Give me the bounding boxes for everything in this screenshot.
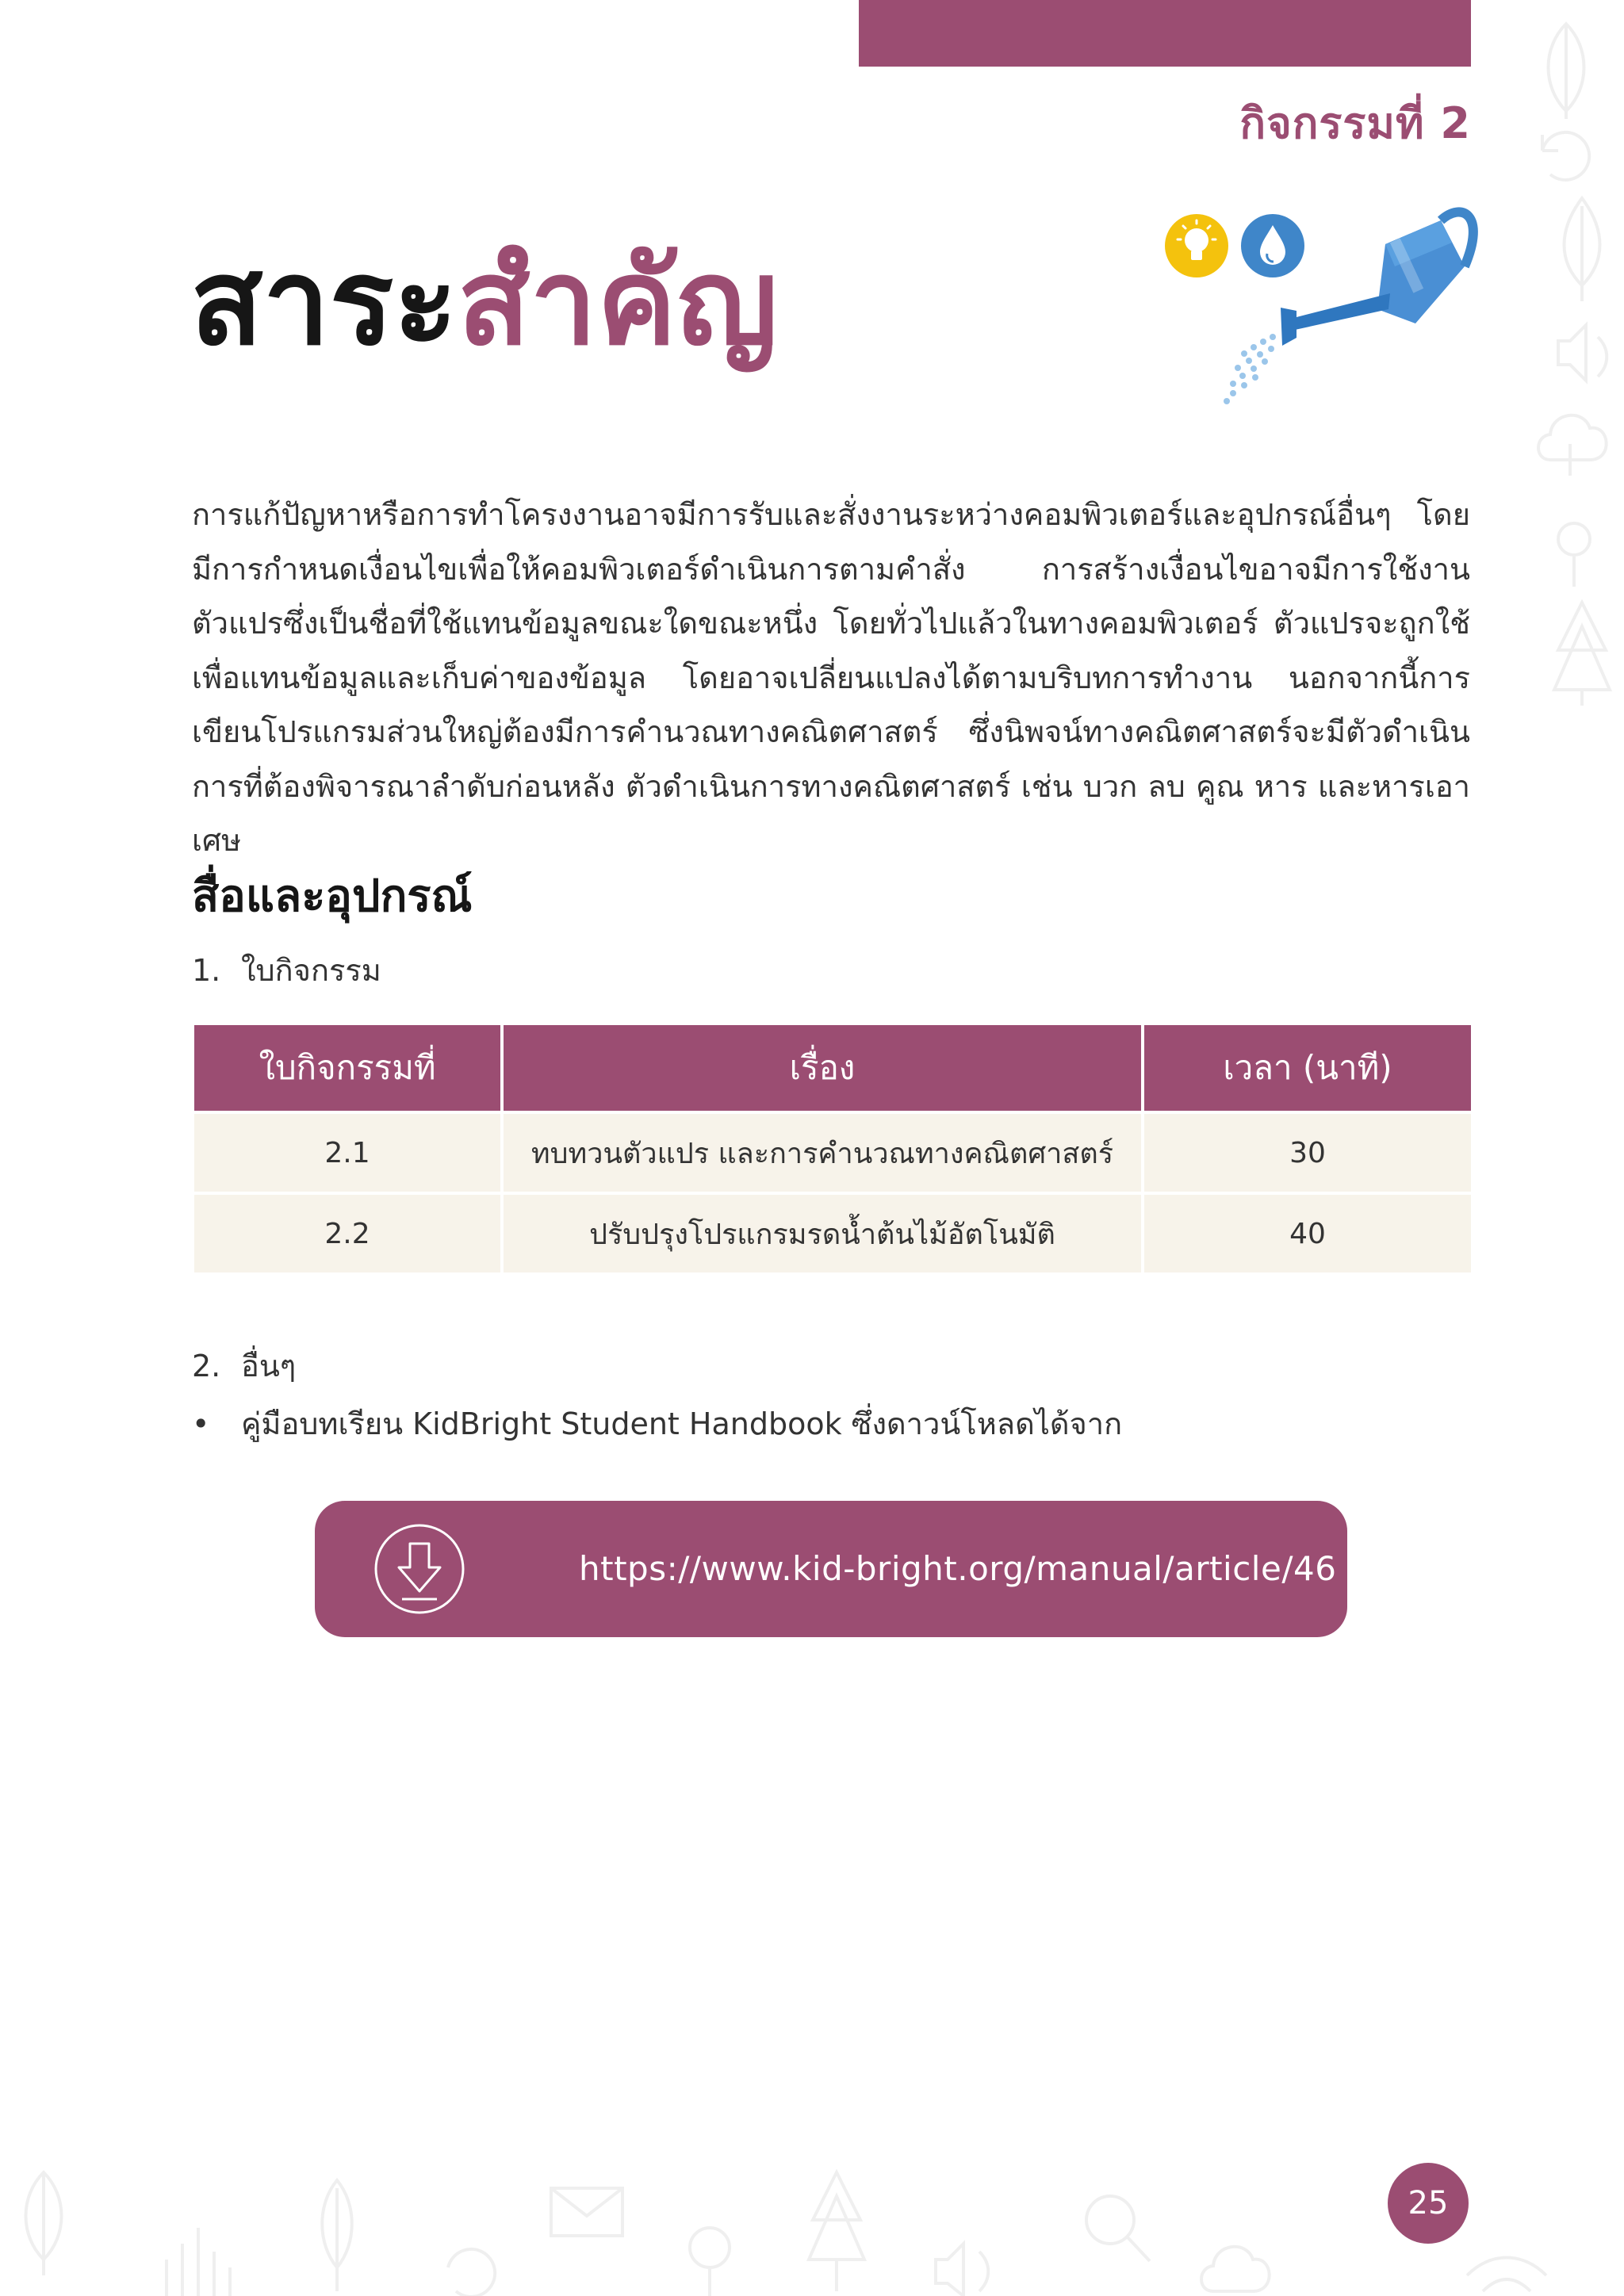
cell-sheet-number: 2.2 xyxy=(194,1193,502,1274)
cell-time: 40 xyxy=(1143,1193,1471,1274)
table-row xyxy=(194,1112,1471,1193)
lightbulb-icon xyxy=(1165,214,1228,277)
tree-icon xyxy=(26,2172,62,2275)
activity-table xyxy=(194,1025,1471,1276)
body-paragraph: การแก้ปัญหาหรือการทำโครงงานอาจมีการรับและสั่งงานระหว่างคอมพิวเตอร์และอุปกรณ์อื่นๆ โดยมีการกำหนดเงื่อนไขเพื่อให้คอมพิวเตอร์ดำเนินการตามคำสั่ง การสร้างเงื่อนไขอาจมีการใช้งานตัวแปรซึ่งเป็นชื่อที่ใช้แทนข้อมูลขณะใดขณะหนึ่ง โดยทั่วไปแล้วในทางคอมพิวเตอร์ ตัวแปรจะถูกใช้เพื่อแทนข้อมูลและเก็บค่าของข้อมูล โดยอาจเปลี่ยนแปลงได้ตามบริบทการทำงาน นอกจากนี้การเขียนโปรแกรมส่วนใหญ่ต้องมีการคำนวณทางคณิตศาสตร์ ซึ่งนิพจน์ทางคณิตศาสตร์จะมีตัวดำเนินการที่ต้องพิจารณาลำดับก่อนหลัง ตัวดำเนินการทางคณิตศาสตร์ เช่น บวก ลบ คูณ หาร และหารเอาเศษ xyxy=(192,497,1470,858)
refresh-icon xyxy=(1542,132,1589,180)
leaf-icon xyxy=(1565,198,1600,301)
cell-sheet-number: 2.1 xyxy=(194,1112,502,1193)
watering-can-illustration xyxy=(1154,190,1487,412)
download-url-link[interactable]: https://www.kid-bright.org/manual/article/46 xyxy=(579,1549,1337,1588)
cell-topic: ทบทวนตัวแปร และการคำนวณทางคณิตศาสตร์ xyxy=(502,1112,1143,1193)
header-topic: เรื่อง xyxy=(502,1025,1143,1112)
pin-icon xyxy=(690,2228,730,2296)
leaf-icon xyxy=(322,2180,352,2291)
list-item-2 xyxy=(192,1341,296,1390)
cell-time: 30 xyxy=(1143,1112,1471,1193)
list-number: 2. xyxy=(192,1349,221,1383)
mail-icon xyxy=(551,2188,622,2236)
watering-can-icon xyxy=(1281,212,1473,346)
speaker-icon xyxy=(1558,325,1607,381)
list-label: ใบกิจกรรม xyxy=(241,953,381,988)
refresh-icon xyxy=(448,2249,495,2296)
materials-heading: สื่อและอุปกรณ์ xyxy=(192,871,473,922)
background-pattern xyxy=(1511,0,1624,2296)
speaker-icon xyxy=(936,2244,988,2296)
pine-icon xyxy=(809,2172,864,2291)
page-title xyxy=(190,234,778,372)
top-accent-band xyxy=(859,0,1471,67)
table-row xyxy=(194,1193,1471,1274)
header-activity-sheet: ใบกิจกรรมที่ xyxy=(194,1025,502,1112)
title-part-1: สาระ xyxy=(190,234,458,372)
activity-label: กิจกรรมที่ 2 xyxy=(1239,98,1471,148)
pin-icon xyxy=(1558,523,1590,587)
bullet-dot: • xyxy=(192,1406,210,1441)
handbook-bullet xyxy=(192,1399,1122,1448)
list-number: 1. xyxy=(192,953,221,988)
search-icon xyxy=(1086,2196,1150,2261)
header-time: เวลา (นาที) xyxy=(1143,1025,1471,1112)
bullet-text: คู่มือบทเรียน KidBright Student Handbook ซึ่งดาวน์โหลดได้จาก xyxy=(241,1406,1123,1441)
pine-icon xyxy=(1554,603,1610,706)
download-arrow-icon xyxy=(373,1523,465,1615)
table-header-row xyxy=(194,1025,1471,1112)
water-drop-icon xyxy=(1241,214,1304,277)
list-item-1 xyxy=(192,946,381,994)
cloud-icon xyxy=(1201,2247,1270,2291)
tree-icon xyxy=(1549,24,1584,119)
chart-bars-icon xyxy=(167,2228,230,2296)
wifi-icon xyxy=(1467,2258,1546,2292)
cloud-icon xyxy=(1538,415,1607,476)
background-pattern-bottom xyxy=(0,2156,1624,2296)
download-link-banner[interactable] xyxy=(315,1501,1347,1637)
list-label: อื่นๆ xyxy=(241,1349,297,1383)
page-number: 25 xyxy=(1388,2163,1469,2244)
cell-topic: ปรับปรุงโปรแกรมรดน้ำต้นไม้อัตโนมัติ xyxy=(502,1193,1143,1274)
title-part-2: สำคัญ xyxy=(457,234,778,372)
water-spray xyxy=(1224,334,1276,404)
